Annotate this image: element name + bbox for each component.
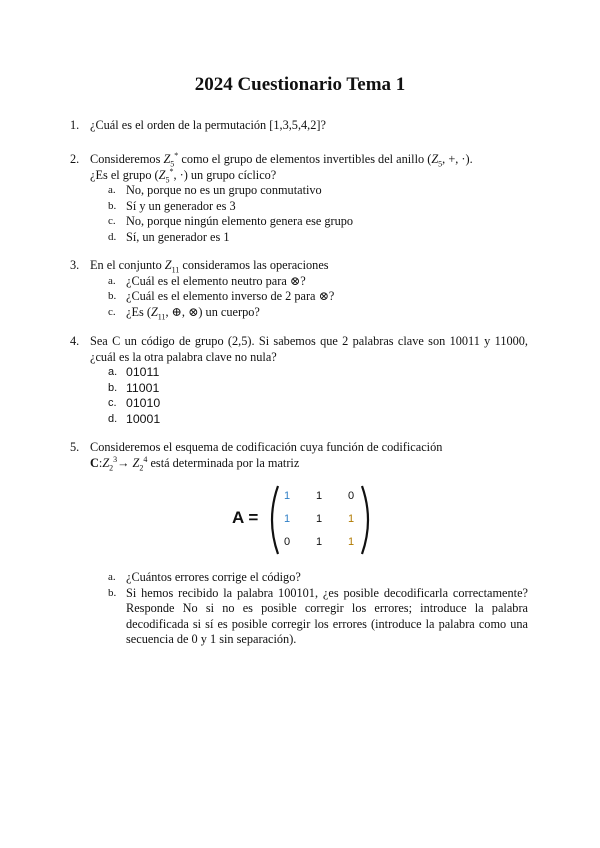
question-2 [70, 150, 528, 246]
page-title: 2024 Cuestionario Tema 1 [194, 74, 406, 95]
question-number: 5. [70, 440, 80, 454]
options-list [108, 183, 528, 245]
option-b: b. Sí y un generador es 3 [108, 198, 236, 213]
question-4 [70, 334, 528, 428]
question-text: En el conjunto $Z_{11}$ consideramos las operaciones [90, 258, 329, 275]
option-a: a. 01011 [108, 365, 160, 380]
question-number: 1. [70, 118, 80, 132]
question-number: 4. [70, 334, 80, 348]
question-5-options [90, 570, 528, 648]
matrix-cell: 0 [284, 536, 291, 548]
question-text: Sea C un código de grupo (2,5). Si sabemos que 2 palabras clave son 10011 y 11000, ¿cuál es la otra palabra clave no nula? [90, 334, 528, 364]
option-c: c. 01010 [108, 396, 161, 411]
options-list [108, 365, 528, 427]
matrix-brackets [232, 484, 392, 556]
matrix-cell: 1 [348, 536, 355, 548]
option-d: d. Sí, un generador es 1 [108, 229, 230, 244]
matrix-cell: 1 [348, 513, 355, 525]
option-c: c. ¿Es ($Z_{11}$, ⊕, ⊗) un cuerpo? [108, 304, 260, 322]
matrix-cell: 1 [316, 513, 323, 525]
option-a: a. No, porque no es un grupo conmutativo [108, 183, 322, 198]
question-number: 2. [70, 152, 80, 166]
matrix-cell: 1 [316, 536, 323, 548]
question-text-line1: Consideremos el esquema de codificación cuya función de codificación [90, 440, 443, 454]
matrix-cell: 1 [284, 513, 291, 525]
option-d: d. 10001 [108, 411, 161, 426]
option-b: b. ¿Cuál es el elemento inverso de 2 para ⊗? [108, 289, 335, 304]
question-text-line2: $C:Z_2^3\to Z_2^4$ está determinada por la matriz [90, 454, 300, 473]
question-text: Consideremos $Z_5^*$ como el grupo de elementos invertibles del anillo ($Z_5$, +, ·). ¿Es el grupo ($Z_5^*$, ·) un grupo cíclico? [90, 150, 473, 185]
matrix-cell: 1 [316, 490, 323, 502]
option-a: a. ¿Cuál es el elemento neutro para ⊗? [108, 273, 306, 288]
option-b: b. Si hemos recibido la palabra 100101, ¿es posible decodificarla correctamente? Responde No si no es posible corregir los errores; introduce la palabra decodificada si sí es posible corregir los errores (introduce la palabra como una secuencia de 0 y 1 sin separación). [108, 585, 528, 647]
question-text: ¿Cuál es el orden de la permutación [1,3,5,4,2]? [90, 118, 326, 132]
question-1 [70, 118, 528, 134]
matrix-label: A = [232, 508, 259, 527]
options-list [108, 570, 528, 648]
question-3 [70, 258, 528, 322]
option-c: c. No, porque ningún elemento genera ese grupo [108, 214, 354, 229]
matrix-cell: 1 [284, 490, 291, 502]
matrix-a [232, 484, 392, 556]
question-5 [70, 440, 528, 473]
options-list [108, 274, 528, 321]
option-a: a. ¿Cuántos errores corrige el código? [108, 570, 301, 584]
option-b: b. 11001 [108, 380, 160, 395]
matrix-cell: 0 [348, 490, 355, 502]
question-number: 3. [70, 258, 80, 272]
